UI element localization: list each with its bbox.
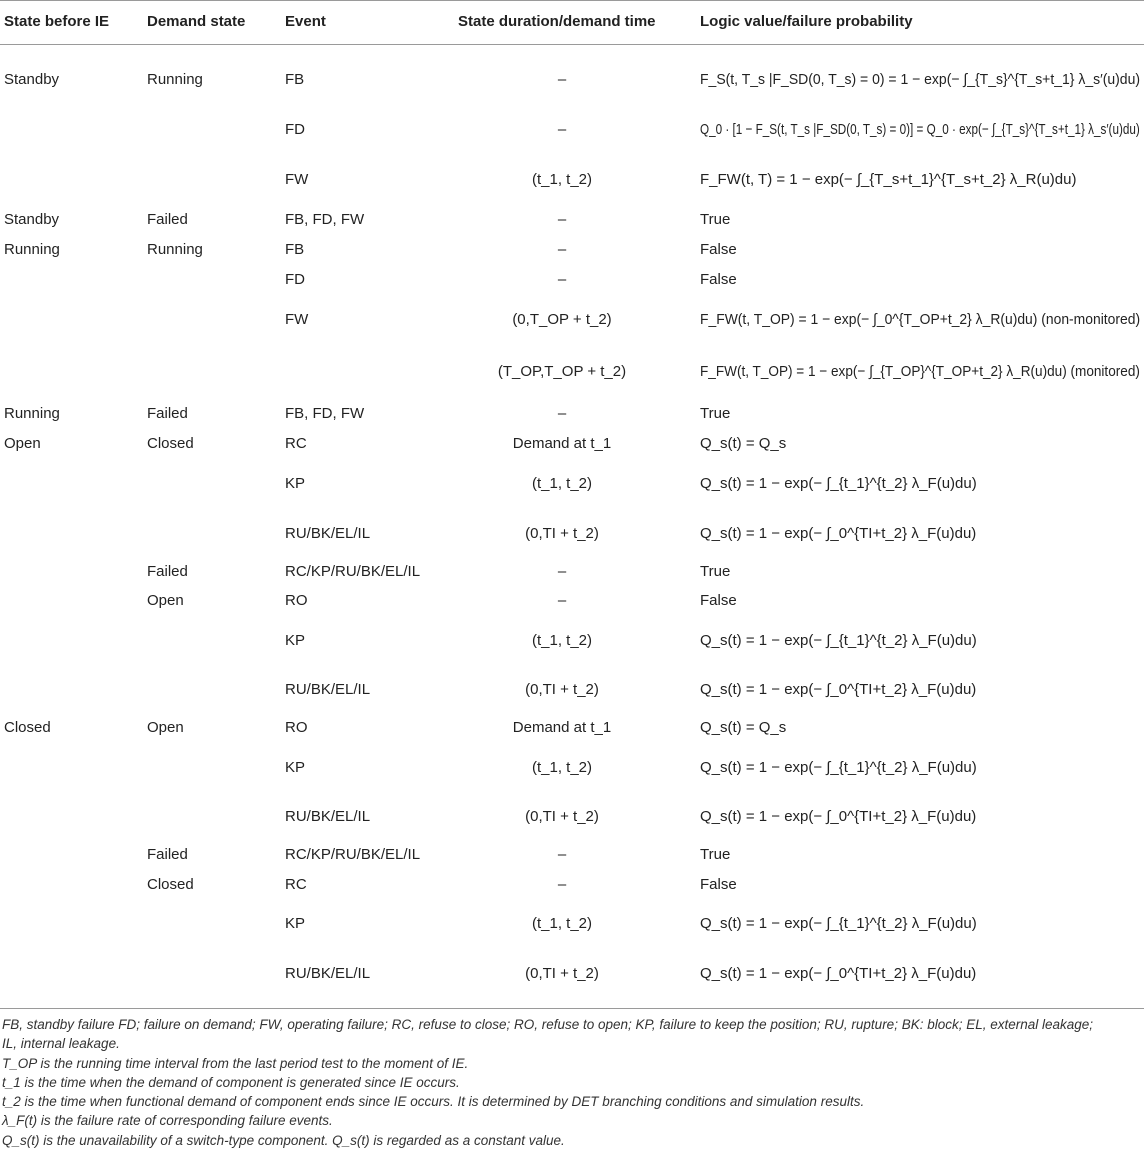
table-cell-c4: – <box>557 241 567 258</box>
table-footnotes <box>2 1015 1142 1150</box>
table-cell-c5: F_FW(t, T) = 1 − exp(− ∫_{T_s+t_1}^{T_s+t_2} λ_R(u)du) <box>700 171 1077 188</box>
header-demand-state: Demand state <box>147 13 246 30</box>
table-cell-c3: RC/KP/RU/BK/EL/IL <box>285 846 421 863</box>
table-cell-c5: Q_s(t) = 1 − exp(− ∫_{t_1}^{t_2} λ_F(u)du) <box>700 632 977 649</box>
table-cell-c4: (t_1, t_2) <box>531 759 593 776</box>
table-cell-c3: RO <box>285 592 308 609</box>
table-cell-c5: False <box>700 241 737 258</box>
bottom-rule <box>0 1008 1144 1009</box>
table-cell-c3: RU/BK/EL/IL <box>285 525 371 542</box>
table-cell-c3: KP <box>285 475 306 492</box>
table-cell-c4: (0,TI + t_2) <box>525 808 599 825</box>
table-cell-c4: (0,TI + t_2) <box>525 525 599 542</box>
footnote-t2: t_2 is the time when functional demand of component ends since IE occurs. It is determined by DET branching conditions and simulation results. <box>2 1094 865 1110</box>
header-state-before-ie: State before IE <box>4 13 110 30</box>
table-cell-c2: Failed <box>147 211 188 228</box>
table-cell-c4: – <box>557 563 567 580</box>
table-cell-c5: True <box>700 405 731 422</box>
table-cell-c5: Q_s(t) = Q_s <box>700 719 787 736</box>
table-cell-c4: (0,TI + t_2) <box>525 965 599 982</box>
table-cell-c4: (t_1, t_2) <box>531 171 593 188</box>
table-cell-c4: – <box>557 592 567 609</box>
table-cell-c4: (t_1, t_2) <box>531 915 593 932</box>
table-cell-c3: FW <box>285 311 309 328</box>
table-cell-c3: RU/BK/EL/IL <box>285 965 371 982</box>
table-cell-c3: RU/BK/EL/IL <box>285 681 371 698</box>
table-cell-c3: FB <box>285 71 305 88</box>
table-cell-c4: (0,T_OP + t_2) <box>512 311 612 328</box>
table-cell-c5: F_S(t, T_s |F_SD(0, T_s) = 0) = 1 − exp(− ∫_{T_s}^{T_s+t_1} λ_s′(u)du) <box>700 71 1141 88</box>
table-cell-c5: Q_s(t) = 1 − exp(− ∫_0^{TI+t_2} λ_F(u)du) <box>700 808 977 825</box>
table-cell-c4: – <box>557 121 567 138</box>
table-cell-c4: – <box>557 876 567 893</box>
table-cell-c1: Standby <box>4 71 60 88</box>
table-cell-c5: Q_s(t) = 1 − exp(− ∫_{t_1}^{t_2} λ_F(u)du) <box>700 759 977 776</box>
footnote-abbreviations: FB, standby failure FD; failure on demand; FW, operating failure; RC, refuse to close; RO, refuse to open; KP, failure to keep the position; RU, rupture; BK: block; EL, external leakage; <box>2 1017 1094 1032</box>
table-cell-c1: Running <box>4 241 60 258</box>
header-logic-value: Logic value/failure probability <box>700 13 913 30</box>
table-cell-c4: Demand at t_1 <box>512 719 612 736</box>
table-cell-c5: Q_s(t) = 1 − exp(− ∫_0^{TI+t_2} λ_F(u)du) <box>700 965 977 982</box>
table-cell-c2: Closed <box>147 435 194 452</box>
footnote-t1: t_1 is the time when the demand of component is generated since IE occurs. <box>2 1074 460 1090</box>
table-cell-c4: (0,TI + t_2) <box>525 681 599 698</box>
table-cell-c2: Open <box>147 719 184 736</box>
header-state-duration: State duration/demand time <box>458 13 656 30</box>
table-cell-c5: True <box>700 211 731 228</box>
table-cell-c5: F_FW(t, T_OP) = 1 − exp(− ∫_{T_OP}^{T_OP+t_2} λ_R(u)du) (monitored) <box>700 363 1140 380</box>
table-cell-c3: FD <box>285 271 305 288</box>
table-cell-c4: Demand at t_1 <box>512 435 612 452</box>
table-cell-c5: Q_s(t) = Q_s <box>700 435 787 452</box>
table-cell-c4: (t_1, t_2) <box>531 632 593 649</box>
table-cell-c3: FD <box>285 121 305 138</box>
table-cell-c5: F_FW(t, T_OP) = 1 − exp(− ∫_0^{T_OP+t_2} λ_R(u)du) (non-monitored) <box>700 311 1141 328</box>
table-cell-c3: KP <box>285 632 306 649</box>
table-cell-c3: KP <box>285 759 306 776</box>
table-cell-c3: FW <box>285 171 309 188</box>
table-cell-c5: Q_s(t) = 1 − exp(− ∫_{t_1}^{t_2} λ_F(u)du) <box>700 475 977 492</box>
table-cell-c5: Q_s(t) = 1 − exp(− ∫_{t_1}^{t_2} λ_F(u)du) <box>700 915 977 932</box>
table-cell-c2: Open <box>147 592 184 609</box>
table-cell-c3: RC/KP/RU/BK/EL/IL <box>285 563 421 580</box>
table-cell-c5: False <box>700 876 737 893</box>
footnote-abbreviations-cont: IL, internal leakage. <box>2 1036 120 1052</box>
table-cell-c4: – <box>557 405 567 422</box>
table-cell-c3: FB, FD, FW <box>285 211 365 228</box>
table-cell-c3: RU/BK/EL/IL <box>285 808 371 825</box>
table-cell-c1: Closed <box>4 719 51 736</box>
table-cell-c2: Running <box>147 241 203 258</box>
table-cell-c5: Q_s(t) = 1 − exp(− ∫_0^{TI+t_2} λ_F(u)du) <box>700 525 977 542</box>
table-cell-c4: – <box>557 846 567 863</box>
table-cell-c1: Standby <box>4 211 60 228</box>
header-event: Event <box>285 13 326 30</box>
table-cell-c4: – <box>557 271 567 288</box>
table-cell-c5: False <box>700 271 737 288</box>
footnote-qs: Q_s(t) is the unavailability of a switch-type component. Q_s(t) is regarded as a constant value. <box>2 1132 565 1148</box>
table-cell-c3: FB <box>285 241 305 258</box>
table-cell-c5: Q_s(t) = 1 − exp(− ∫_0^{TI+t_2} λ_F(u)du) <box>700 681 977 698</box>
table-cell-c4: (T_OP,T_OP + t_2) <box>497 363 627 380</box>
table-cell-c3: RC <box>285 435 307 452</box>
table-cell-c1: Open <box>4 435 41 452</box>
table-cell-c2: Running <box>147 71 203 88</box>
footnote-top: T_OP is the running time interval from the last period test to the moment of IE. <box>2 1055 469 1071</box>
table-cell-c4: – <box>557 211 567 228</box>
table-cell-c5: True <box>700 563 731 580</box>
table-cell-c5: False <box>700 592 737 609</box>
table-cell-c3: FB, FD, FW <box>285 405 365 422</box>
top-rule <box>0 0 1144 1</box>
table-cell-c2: Failed <box>147 846 188 863</box>
table-cell-c2: Failed <box>147 405 188 422</box>
table-cell-c5: Q_0 · [1 − F_S(t, T_s |F_SD(0, T_s) = 0)] = Q_0 · exp(− ∫_{T_s}^{T_s+t_1} λ_s′(u)du) <box>700 121 1140 138</box>
header-rule <box>0 44 1144 45</box>
table-cell-c4: (t_1, t_2) <box>531 475 593 492</box>
table-cell-c5: True <box>700 846 731 863</box>
table-cell-c3: RC <box>285 876 307 893</box>
table-cell-c3: KP <box>285 915 306 932</box>
footnote-lambda: λ_F(t) is the failure rate of corresponding failure events. <box>2 1113 333 1129</box>
table-cell-c1: Running <box>4 405 60 422</box>
table-cell-c2: Failed <box>147 563 188 580</box>
table-cell-c3: RO <box>285 719 308 736</box>
table-cell-c4: – <box>557 71 567 88</box>
table-cell-c2: Closed <box>147 876 194 893</box>
